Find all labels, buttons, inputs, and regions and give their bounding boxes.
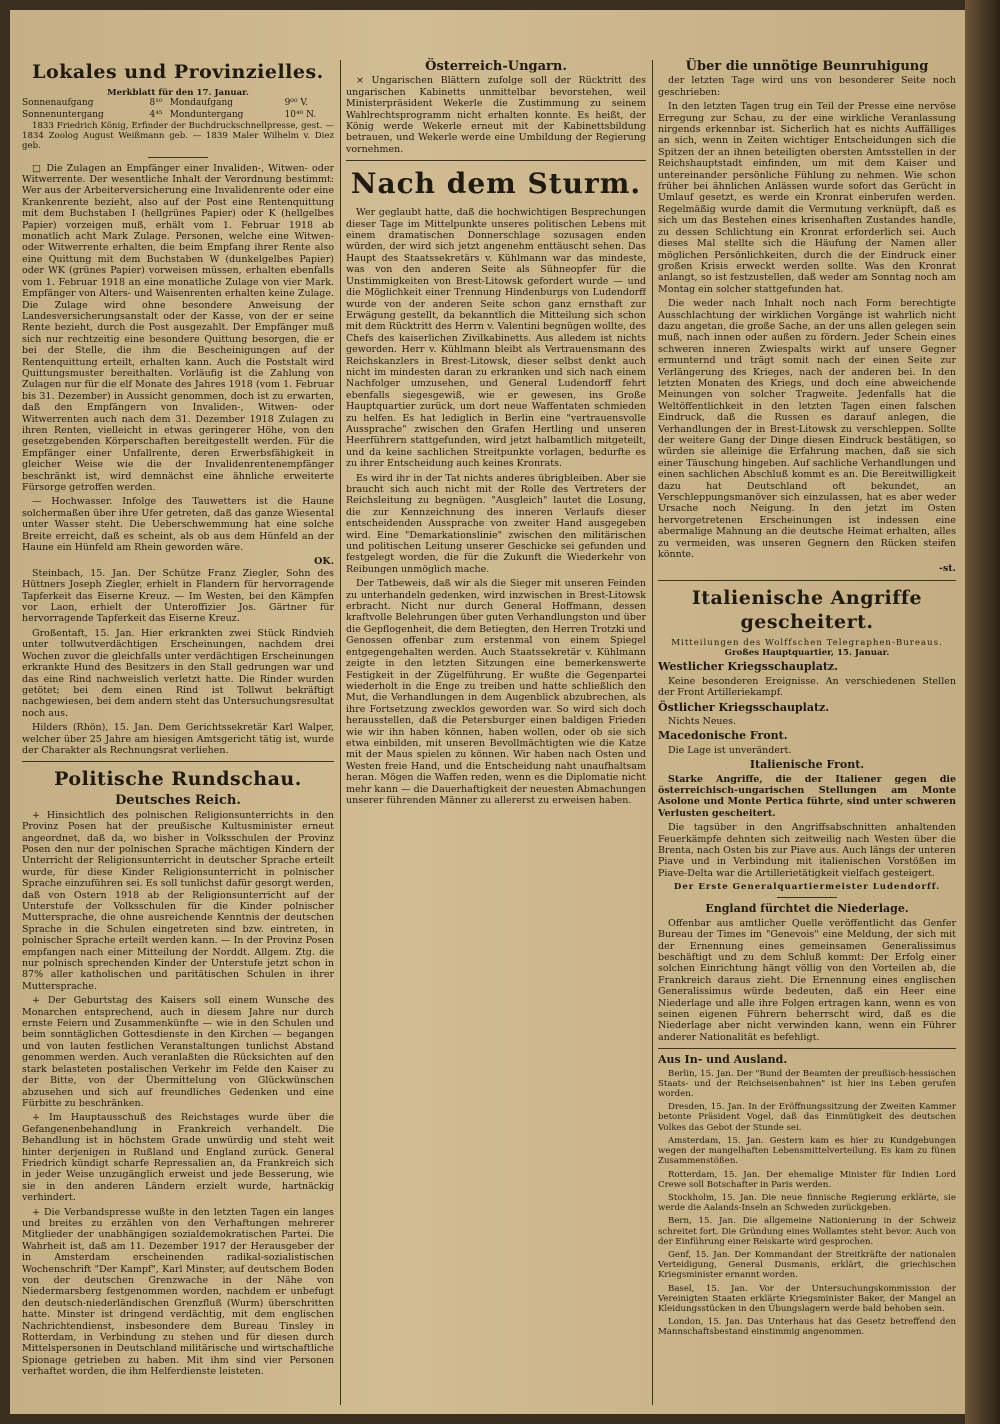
almanac-row: Sonnenaufgang 8¹⁰ Mondaufgang 9⁰⁰ V.	[22, 98, 309, 109]
news-item: Genf, 15. Jan. Der Kommandant der Streitkräfte der nationalen Verteidigung, General Dusmanis, erklärt, die griechischen Kriegsminister ernannt worden.	[658, 1249, 956, 1281]
news-item: Bern, 15. Jan. Die allgemeine Nationierung in der Schweiz schreitet fort. Die Gründung eines Wollamtes steht bevor. Auch von der Einführung einer Reiskarte wird gesprochen.	[658, 1216, 956, 1247]
hq-dateline: Großes Hauptquartier, 15. Januar.	[724, 648, 890, 659]
heading-home-abroad: Aus In- und Ausland.	[658, 1053, 788, 1067]
signature: -st.	[939, 563, 956, 575]
news-item: Basel, 15. Jan. Vor der Untersuchungskommission der Vereinigten Staaten erklärte Kriegsminister Baker, der Mangel an Kleidungsstücken in den Übungslagern werde bald behoben sein.	[658, 1283, 956, 1314]
article-hungary: × Ungarischen Blättern zufolge soll der Rücktritt des ungarischen Kabinetts unmittelbar bevorstehen, weil Ministerpräsident Wekerle die Zustimmung zu seinem Wahlrechtsprogramm nicht erhalten konnte. Es heißt, der König werde Wekerle erneut mit der Kabinettsbildung betrauen, und Wekerle werde eine Umbildung der Regierung vornehmen.	[346, 75, 646, 155]
article-prisoners-france: + Im Hauptausschuß des Reichstages wurde über die Gefangenenbehandlung in Frankreich verhandelt. Die Behandlung ist in höchstem Grade unwürdig und steht weit hinter derjenigen in Rußland und England zurück. General Friedrich kündigt scharfe Repressalien an, da Frankreich sich in jeder Weise unzugänglich erweist und jede Besserung, wie sie in den anderen Ländern erzielt wurde, hartnäckig verhindert.	[22, 1112, 334, 1204]
article-after-storm-1: Wer geglaubt hatte, daß die hochwichtigen Besprechungen dieser Tage im Mittelpunkte unseres politischen Lebens mit einem dramatischen Donnerschlage sozusagen enden würden, der wird sich jetzt angenehm enttäuscht sehen. Das Haupt des Staatssekretärs v. Kühlmann war das mindeste, was von den anderen Seite als Sühneopfer für die Unstimmigkeiten von Brest-Litowsk gefordert wurde — und die Möglichkeit einer Trennung Hindenburgs von Ludendorff wurde von der anderen Seite schon ganz ernsthaft zur Erwägung gestellt, da bekanntlich die Mitteilung sich schon mit dem Rücktritt des Herrn v. Valentini begnügen wollte, des Chefs des kaiserlichen Zivilkabinetts. Aus alledem ist nichts geworden. Herr v. Kühlmann bleibt als Vertrauensmann des Reichskanzlers in Brest-Litowsk, dieser selbst denkt auch nicht im mindesten daran zu erkranken und sich nach einem Nachfolger umzusehen, und General Ludendorff fehrt ebenfalls siegesgewiß, wie er gewesen, ins Große Hauptquartier zurück, um dort neue Waffentaten schmieden zu helfen. Es hat lediglich in Berlin eine "vertrauensvolle Aussprache" zwischen den Grafen Hertling und unseren Heerführern stattgefunden, wird jetzt halbamtlich mitgeteilt, und da keine sachlichen Streitpunkte vorlagen, bedurfte es zu ihrer Entscheidung auch keines Kronrats.	[346, 207, 646, 470]
section-title-austria: Österreich-Ungarn.	[425, 59, 567, 74]
heading-italian-front: Italienische Front.	[749, 758, 865, 772]
divider	[346, 160, 646, 161]
signature: OK.	[314, 556, 334, 568]
book-binding-edge	[965, 0, 1000, 1424]
article-steinbach: Steinbach, 15. Jan. Der Schütze Franz Ziegler, Sohn des Hüttners Joseph Ziegler, erhielt in Flandern für hervorragende Tapferkeit das Eiserne Kreuz. — Im Westen, bei den Kämpfen vor Laon, erhielt der Unteroffizier Jos. Gärtner für hervorragende Tapferkeit das Eiserne Kreuz.	[22, 567, 334, 625]
article-flood: — Hochwasser. Infolge des Tauwetters ist die Haune solchermaßen über ihre Ufer getreten, daß das ganze Wiesental unter Wasser steht. Die Ueberschwemmung hat eine solche Breite erreicht, daß es scheint, als ob aus dem Hünfeld an der Haune ein Hünfeld am Rhein geworden wäre.	[22, 496, 334, 554]
section-title-local: Lokales und Provinzielles.	[32, 61, 324, 83]
almanac-table	[22, 98, 334, 121]
report-eastern-front: Nichts Neues.	[668, 715, 737, 727]
article-hilders: Hilders (Rhön), 15. Jan. Dem Gerichtssekretär Karl Walper, welcher über 25 Jahre am hiesigen Amtsgericht tätig ist, wurde der Charakter als Rechnungsrat verliehen.	[22, 722, 334, 756]
news-item: Rotterdam, 15. Jan. Der ehemalige Minister für Indien Lord Crewe soll Botschafter in Paris werden.	[658, 1169, 956, 1190]
divider	[658, 1048, 956, 1049]
report-italian-front-1: Starke Angriffe, die der Italiener gegen die österreichisch-ungarischen Stellungen am Monte Asolone und Monte Pertica führte, sind unter schweren Verlusten gescheitert.	[658, 773, 956, 819]
newspaper-page	[10, 10, 965, 1414]
heading-western-front: Westlicher Kriegsschauplatz.	[658, 660, 838, 674]
subsection-title-reich: Deutsches Reich.	[115, 793, 241, 809]
article-england: Offenbar aus amtlicher Quelle veröffentlicht das Genfer Bureau der Times im "Genevois" eine Meldung, der sich mit der Ernennung eines gemeinsamen Generalissimus beschäftigt und zu dem Schluß kommt: Der Erfolg einer solchen Einrichtung hängt völlig von den Vorteilen ab, die Frankreich daraus zieht. Die Ernennung eines englischen Generalissimus würde bedeuten, daß ein Heer eine Niederlage und alle ihre Folgen ertragen kann, wenn es von seinen eigenen Führern beherrscht wird, daß es die Niederlage aber nicht verwinden kann, wenn ein Führer anderer Nationalität es befehligt.	[658, 917, 956, 1043]
report-italian-front-2: Die tagsüber in den Angriffsabschnitten anhaltenden Feuerkämpfe dehnten sich zeitweilig nach Westen über die Brenta, nach Osten bis zur Piave aus. Auch längs der unteren Piave und in Verbindung mit italienischen Vorstößen im Piave-Delta war die Artillerietätigkeit vielfach gesteigert.	[658, 822, 956, 879]
signature-ludendorff: Der Erste Generalquartiermeister Ludendorff.	[673, 882, 941, 893]
heading-macedonian-front: Macedonische Front.	[658, 729, 788, 743]
column-divider	[340, 60, 341, 1405]
article-kaiser-birthday: + Der Geburtstag des Kaisers soll einem Wunsche des Monarchen entsprechend, auch in diesem Jahre nur durch ernste Feiern und Zusammenkünfte — wie in den Schulen und beim sonntäglichen Gottesdienste in den Kirchen — begangen und von lauten festlichen Veranstaltungen tunlichst Abstand genommen werden. Auch veranlaßten die Rücksichten auf den stark belasteten postalischen Verkehr im Felde den Kaiser zu der Bitte, von der Übermittelung von Glückwünschen abzusehen und sich auf freundliches Gedenken und eine Fürbitte zu beschränken.	[22, 995, 334, 1109]
divider	[22, 761, 334, 762]
article-unrest-2: Die weder nach Inhalt noch nach Form berechtigte Ausschlachtung der wirklichen Vorgänge ist wahrlich nicht dazu angetan, die große Sache, an der uns allen gelegen sein muß, nach innen oder außen zu fördern. Jeder Schein eines schweren inneren Zwiespalts wirkt auf unsere Gegner ermunternd und trägt somit nach der einen Seite zur Verlängerung des Krieges, nach der anderen bei. In den letzten Monaten des Kriegs, und doch eine abweichende Meinungen von solcher Tragweite. Jedenfalls hat die Weltöffentlichkeit in den letzten Tagen einen falschen Eindruck, daß die Russen es darauf anlegen, die Verhandlungen der in Brest-Litowsk zu verschleppen. Sollte der weitere Gang der Dinge diesen Eindruck bestätigen, so würden sie alleinige die Erfahrung machen, daß sie sich einer Täuschung hingeben. Auf sachliche Verhandlungen und einen sachlichen Abschluß kommt es an. Die Bereitwilligkeit dazu hat Deutschland oft bekundet, an Verschleppungsmanöver sich einzulassen, hat es aber weder Ursache noch Neigung. In den jetzt im Osten hervorgetretenen Erscheinungen ist indessen eine abermalige Mahnung an die deutsche Heimat erhalten, alles zu vermeiden, was unseren Gegnern den Rücken steifen könnte.	[658, 298, 956, 561]
headline-after-storm: Nach dem Sturm.	[350, 167, 642, 201]
report-macedonian-front: Die Lage ist unverändert.	[668, 744, 792, 756]
news-item: Amsterdam, 15. Jan. Gestern kam es hier zu Kundgebungen wegen der mangelhaften Lebensmittelverteilung. Es kam zu fünen Zusammenstößen.	[658, 1135, 956, 1167]
column-politics	[346, 58, 646, 1408]
merkblatt-heading: Merkblatt für den 17. Januar.	[107, 88, 249, 98]
article-polish-religion: + Hinsichtlich des polnischen Religionsunterrichts in den Provinz Posen hat der preußische Kultusminister erneut angeordnet, daß da, wo bisher in Volksschulen der Provinz Posen den nur der polnischen Sprache mächtigen Kindern der Unterricht der Religionsunterricht in deutscher Sprache erteilt wurde, für diese Kinder Religionsunterricht in polnischer Sprache einzuführen sei. Es soll tunlichst dafür gesorgt werden, daß von Ostern 1918 ab der Religionsunterricht auf der Unterstufe der Volksschulen für die Kinder polnischer Muttersprache, die ohne ausreichende Kenntnis der deutschen Sprache in die Schulen eingetreten sind bzw. eintreten, in polnischer Sprache erteilt werden kann. — In der Provinz Posen empfangen nach einer Mitteilung der Norddt. Allgem. Ztg. die nur polnisch sprechenden Kinder der Unterstufe jetzt schon in 87% aller katholischen und paritätischen Schulen in ihrer Muttersprache.	[22, 809, 334, 992]
section-title-politics: Politische Rundschau.	[54, 768, 302, 791]
news-item: Dresden, 15. Jan. In der Eröffnungssitzung der Zweiten Kammer betonte Präsident Vogel, daß das Einmütigkeit des deutschen Volkes das Gebot der Stunde sei.	[658, 1102, 956, 1133]
almanac-row: Sonnenuntergang 4⁴⁵ Monduntergang 10⁴⁰ N.	[22, 109, 317, 120]
headline-italian-attacks: Italienische Angriffe gescheitert.	[691, 586, 923, 633]
report-western-front: Keine besonderen Ereignisse. An verschiedenen Stellen der Front Artilleriekampf.	[658, 675, 956, 699]
section-title-unrest: Über die unnötige Beunruhigung	[685, 59, 929, 74]
column-war-news	[658, 58, 956, 1408]
article-after-storm-3: Der Tatbeweis, daß wir als die Sieger mit unseren Feinden zu unterhandeln gedenken, wird inzwischen in Brest-Litowsk erbracht. Nicht nur durch General Hoffmann, dessen kraftvolle Belehrungen über guten Verhandlungston und über die Gepflogenheit, die dem Betiegten, den Herren Trotzki und Genossen offenbar zum erstenmal von einem Spiegel entgegengehalten werden. Auch Staatssekretär v. Kühlmann zeigte in den letzten Sitzungen eine bemerkenswerte Festigkeit in der Zügelführung. Er wußte die Gegenpartei wiederholt in die Enge zu treiben und hatte schließlich den Mut, die Verhandlungen in dem Augenblick abzubrechen, als ihre Fortsetzung zwecklos geworden war. So wird sich doch herausstellen, daß die Petersburger einen baldigen Frieden wie wir ihn haben können, haben wollen, oder ob sie sich etwa einbilden, mit unseren Bevollmächtigten wie die Katze mit der Maus spielen zu können. Wir haben nach Osten und Westen freie Hand, und die Entscheidung naht unaufhaltsam heran. Mögen die Waffen reden, wenn es die Diplomatie nicht mehr kann — die Dauerhaftigkeit der neuesten Abmachungen unserer führenden Männer zu allererst zu erweisen haben.	[346, 578, 646, 806]
divider	[148, 157, 208, 158]
news-item: Stockholm, 15. Jan. Die neue finnische Regierung erklärte, sie werde die Aalands-Inseln an Schweden zurückgeben.	[658, 1192, 956, 1214]
column-divider	[652, 60, 653, 1405]
column-local-news	[22, 58, 334, 1408]
wtb-subtitle: Mitteilungen des Wolffschen Telegraphen-Bureaus.	[671, 637, 943, 648]
divider	[777, 897, 837, 898]
news-item: Berlin, 15. Jan. Der "Bund der Beamten der preußisch-hessischen Staats- und der Reichseisenbahnen" ist hier ins Leben gerufen worden.	[658, 1068, 956, 1100]
article-pension-supplements: □ Die Zulagen an Empfänger einer Invaliden-, Witwen- oder Witwerrente. Der wesentliche Inhalt der Verordnung bestimmt: Wer aus der Arbeiterversicherung eine Invalidenrente oder eine Krankenrente bezieht, also auf der Post eine Rentenquittung mit dem Buchstaben I (hellgrünes Papier) oder K (hellgelbes Papier) vorzeigen muß, erhält vom 1. Februar 1918 ab monatlich acht Mark Zulage. Personen, welche eine Witwen- oder Witwerrente erhalten, die beim Empfang ihrer Rente also eine Quittung mit dem Buchstaben W (dunkelgelbes Papier) oder WK (grünes Papier) vorweisen müssen, erhalten ebenfalls vom 1. Februar 1918 an eine monatliche Zulage von vier Mark. Empfänger von Alters- und Waisenrenten erhalten keine Zulage. Die Zulage wird ohne besondere Anweisung der Landesversicherungsanstalt oder der Kasse, von der er seine Rente bezieht, durch die Post ausgezahlt. Der Empfänger muß sich nur rechtzeitig eine besondere Quittung besorgen, die er bei der Stelle, die ihm die Bescheinigungen auf der Rentenquittung erteilt, erhalten kann. Auch die Poststalt wird Quittungsmuster bereithalten. Vorläufig ist die Zahlung von Zulagen nur für die elf Monate des Jahres 1918 (vom 1. Februar bis 31. Dezember) in Aussicht genommen, doch ist zu erwarten, daß den Empfängern von Invaliden-, Witwen- oder Witwerrenten auch nach dem 31. Dezember 1918 Zulagen zu ihren Renten, vielleicht in etwas geringerer Höhe, von den gesetzgebenden Körperschaften bereitgestellt werden. Für die Empfänger einer Unfallrente, deren Erwerbsfähigkeit in gleicher Weise wie die der Invalidenrentenempfänger beschränkt ist, wird demnächst eine ähnliche erweiterte Fürsorge getroffen werden.	[22, 162, 334, 493]
article-unrest-1: In den letzten Tagen trug ein Teil der Presse eine nervöse Erregung zur Schau, zu der eine wirkliche Veranlassung nirgends erkennbar ist. Sicherlich hat es nichts Auffälliges an sich, wenn in Zeiten wichtiger Entscheidungen sich die Spitzen der an ihnen beteiligten obersten Amtsstellen in der Reichshauptstadt einfinden, um mit dem Kaiser und untereinander persönliche Fühlung zu nehmen. Wie schon früher bei ähnlichen Anlässen wurde sofort das Gerücht in Umlauf gesetzt, es werde ein Kronrat einberufen werden. Regelmäßig wurde damit die Vermutung verknüpft, daß es sich um das Bestehen eines krisenhaften Zustandes handle, zu dessen Schlichtung ein Kronrat erforderlich sei. Auch dieses Mal stellte sich die Häufung der Namen aller möglichen Persönlichkeiten, durch die der Eindruck einer großen Krisis erweckt werden sollte. Was den Kronrat anlangt, so ist festzustellen, daß weder am Sonntag noch am Montag ein solcher stattgefunden hat.	[658, 101, 956, 295]
divider	[658, 580, 956, 581]
article-after-storm-2: Es wird ihr in der Tat nichts anderes übrigbleiben. Aber sie braucht sich auch nicht mit der Rolle des Vertreters der Reichsleitung zu begnügen. "Ausgleich" lautet die Losung, die zur Kennzeichnung des inneren Verlaufs dieser entscheidenden Aussprache von zweiter Hand ausgegeben wird. Eine "Demarkationslinie" zwischen den militärischen und politischen Leitung unserer Geschicke sei gefunden und festgelegt worden, die für die Zukunft die Wiederkehr von Reibungen unmöglich mache.	[346, 472, 646, 575]
article-grossentaft: Großentaft, 15. Jan. Hier erkrankten zwei Stück Rindvieh unter tollwutverdächtigen Erscheinungen, nachdem drei Wochen zuvor die gleichfalls unter verdächtigen Erscheinungen erkrankte Hund des Besitzers in den Stall gedrungen war und das eine Rind nachweislich verletzt hatte. Die Rinder wurden getötet; bei dem einen Rind ist Tollwut bekräftigt nachgewiesen, bei dem andern steht das Untersuchungsresultat noch aus.	[22, 627, 334, 719]
anniversaries: 1833 Friedrich König, Erfinder der Buchdruckschnellpresse, gest. — 1834 Zoolog August Weißmann geb. — 1839 Maler Wilhelm v. Diez geb.	[22, 121, 334, 152]
article-unrest-intro: der letzten Tage wird uns von besonderer Seite noch geschrieben:	[658, 75, 956, 98]
heading-england: England fürchtet die Niederlage.	[705, 902, 909, 916]
heading-eastern-front: Östlicher Kriegsschauplatz.	[658, 700, 830, 714]
article-arrests: + Die Verbandspresse wußte in den letzten Tagen ein langes und breites zu erzählen von den Verhaftungen mehrerer Mitglieder der unabhängigen sozialdemokratischen Partei. Die Wahrheit ist, daß am 11. Dezember 1917 der Herausgeber der in Amsterdam erscheinenden radikal-sozialistischen Wochenschrift "Der Kampf", Karl Minster, auf deutschem Boden von der deutschen Grenzwache in der Nähe von Niedermarsberg festgenommen worden, nachdem er unbefugt den deutsch-niederländischen Grenzfluß (Wurm) überschritten hatte. Minster ist dringend verdächtig, mit dem englischen Nachrichtendienst, insbesondere dem Bureau Tinsley in Rotterdam, in Verbindung zu stehen und für diesen durch Mittelspersonen in Deutschland militärische und wirtschaftliche Spionage getrieben zu haben. Mit ihm sind vier Personen verhaftet worden, die ihm Helferdienste leisteten.	[22, 1206, 334, 1378]
news-item: London, 15. Jan. Das Unterhaus hat das Gesetz betreffend den Mannschaftsbestand einstimmig angenommen.	[658, 1317, 956, 1338]
